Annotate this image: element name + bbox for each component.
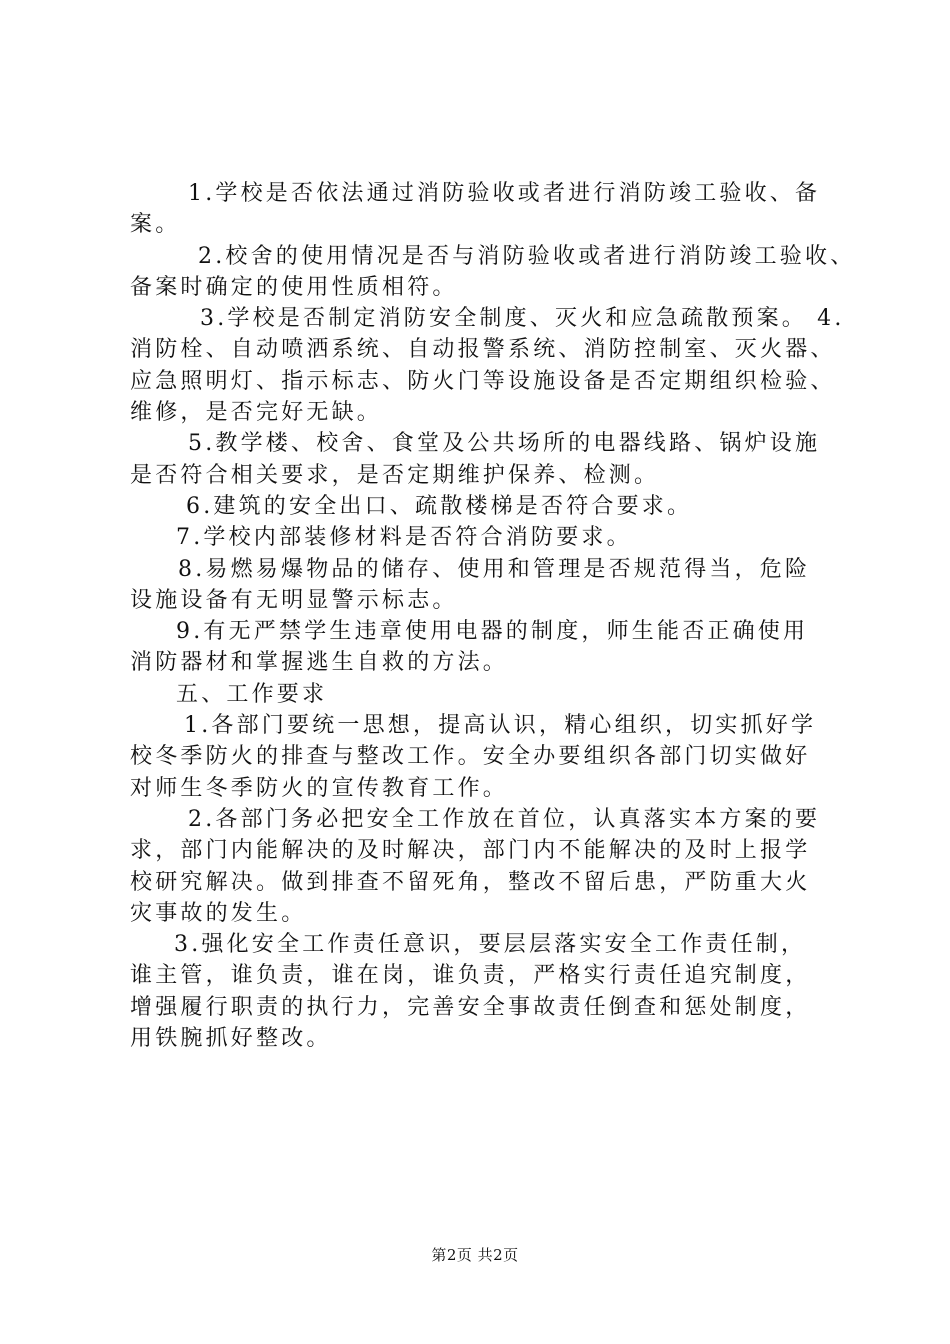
body-line: 设施设备有无明显警示标志。 [130,587,458,613]
document-body [130,178,856,1054]
body-line: 求，部门内能解决的及时解决，部门内不能解决的及时上报学 [130,838,811,864]
body-line: 校研究解决。做到排查不留死角，整改不留后患，严防重大火 [130,869,811,895]
body-line: 用铁腕抓好整改。 [130,1026,332,1052]
body-line: 3.学校是否制定消防安全制度、灭火和应急疏散预案。 4. [200,306,845,332]
page-footer: 第2页 共2页 [431,1246,519,1264]
body-line: 案。 [130,212,181,238]
body-line: 消防器材和掌握逃生自救的方法。 [130,650,509,676]
body-line: 2.校舍的使用情况是否与消防验收或者进行消防竣工验收、 [198,243,856,269]
body-line: 1.各部门要统一思想，提高认识，精心组织，切实抓好学 [184,713,817,739]
body-line: 2.各部门务必把安全工作放在首位，认真落实本方案的要 [188,806,821,832]
body-line: 五、工作要求 [176,681,328,707]
body-line: 消防栓、自动喷洒系统、自动报警系统、消防控制室、灭火器、 [130,337,836,363]
body-line: 维修，是否完好无缺。 [130,400,383,426]
body-line: 9.有无严禁学生违章使用电器的制度，师生能否正确使用 [176,619,809,645]
body-line: 校冬季防火的排查与整改工作。安全办要组织各部门切实做好 [130,744,811,770]
body-line: 6.建筑的安全出口、疏散楼梯是否符合要求。 [186,493,693,519]
body-line: 对师生冬季防火的宣传教育工作。 [130,775,509,801]
body-line: 8.易燃易爆物品的储存、使用和管理是否规范得当，危险 [178,556,811,582]
body-line: 灾事故的发生。 [130,900,307,926]
body-line: 谁主管，谁负责，谁在岗，谁负责，严格实行责任追究制度， [130,963,811,989]
body-line: 3.强化安全工作责任意识，要层层落实安全工作责任制， [174,932,807,958]
body-line: 是否符合相关要求，是否定期维护保养、检测。 [130,462,660,488]
body-line: 1.学校是否依法通过消防验收或者进行消防竣工验收、备 [188,181,821,206]
body-line: 备案时确定的使用性质相符。 [130,274,458,300]
body-line: 增强履行职责的执行力，完善安全事故责任倒查和惩处制度， [130,994,811,1020]
body-line: 应急照明灯、指示标志、防火门等设施设备是否定期组织检验、 [130,368,836,394]
body-line: 5.教学楼、校舍、食堂及公共场所的电器线路、锅炉设施 [188,431,821,457]
body-line: 7.学校内部装修材料是否符合消防要求。 [176,525,632,551]
